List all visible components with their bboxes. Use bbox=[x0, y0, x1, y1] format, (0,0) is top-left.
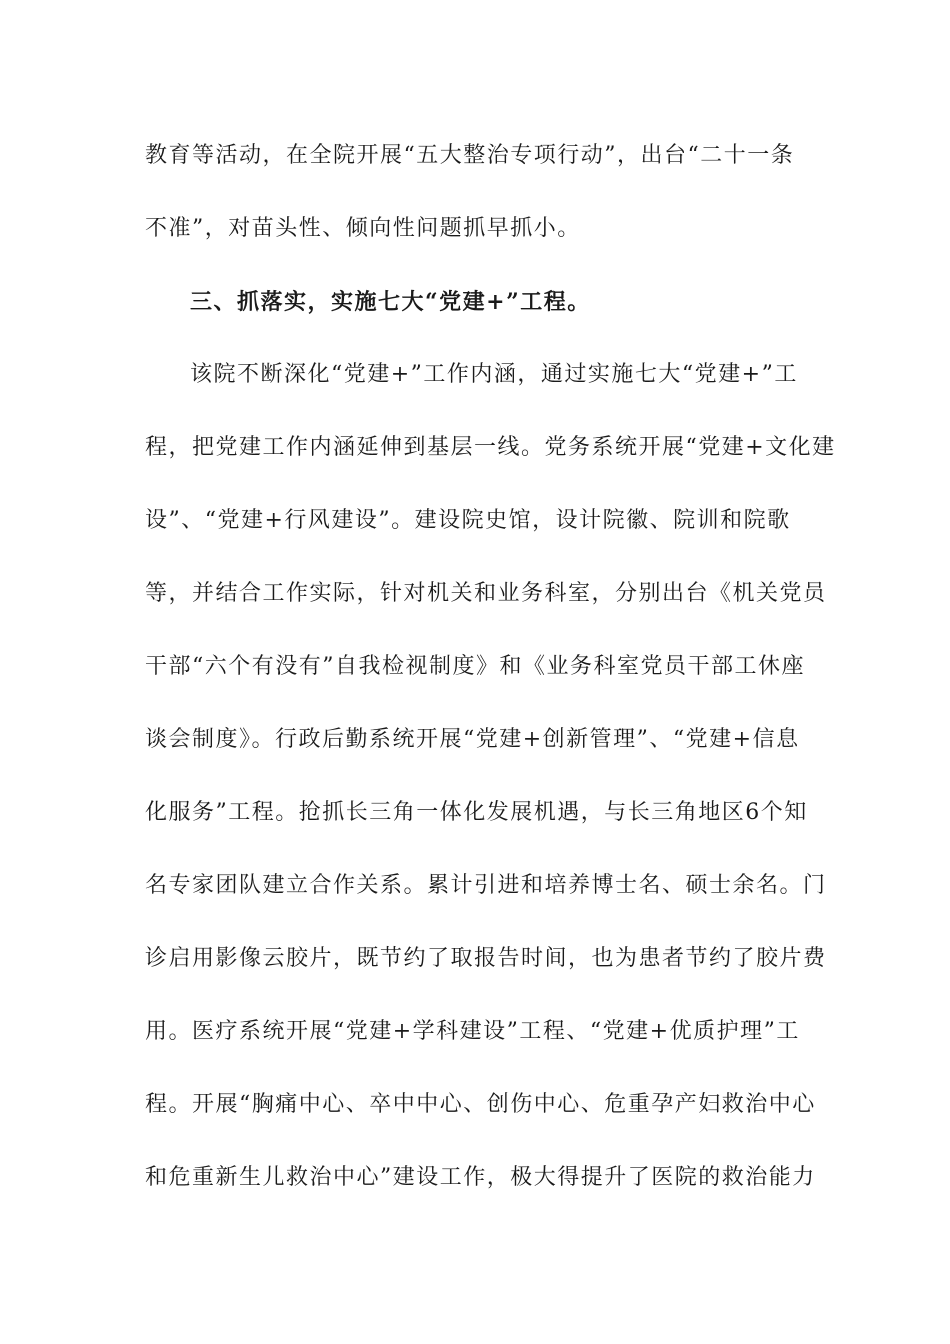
body-text-line: 化服务”工程。抢抓长三角一体化发展机遇，与长三角地区6个知 bbox=[145, 800, 808, 825]
body-text-line: 用。医疗系统开展“党建+学科建设”工程、“党建+优质护理”工 bbox=[145, 1019, 800, 1044]
body-text-line: 教育等活动，在全院开展“五大整治专项行动”，出台“二十一条 bbox=[145, 143, 795, 168]
body-text-line: 不准”，对苗头性、倾向性问题抓早抓小。 bbox=[145, 216, 581, 241]
body-text-line: 程。开展“胸痛中心、卒中中心、创伤中心、危重孕产妇救治中心 bbox=[145, 1092, 816, 1117]
body-text-line: 名专家团队建立合作关系。累计引进和培养博士名、硕士余名。门 bbox=[145, 873, 827, 898]
body-text-line: 谈会制度》。行政后勤系统开展“党建+创新管理”、“党建+信息 bbox=[145, 727, 800, 752]
body-text-line: 程，把党建工作内涵延伸到基层一线。党务系统开展“党建+文化建 bbox=[145, 435, 836, 460]
body-text-line: 设”、“党建+行风建设”。建设院史馆，设计院徽、院训和院歌 bbox=[145, 508, 791, 533]
body-text-line: 干部“六个有没有”自我检视制度》和《业务科室党员干部工休座 bbox=[145, 654, 805, 679]
body-text-line: 和危重新生儿救治中心”建设工作，极大得提升了医院的救治能力 bbox=[145, 1165, 816, 1190]
body-text-line: 等，并结合工作实际，针对机关和业务科室，分别出台《机关党员 bbox=[145, 581, 827, 606]
section-heading: 三、抓落实，实施七大“党建+”工程。 bbox=[190, 289, 591, 315]
body-text-line: 诊启用影像云胶片，既节约了取报告时间，也为患者节约了胶片费 bbox=[145, 946, 827, 971]
paragraph-first-line: 该院不断深化“党建+”工作内涵，通过实施七大“党建+”工 bbox=[190, 362, 798, 387]
